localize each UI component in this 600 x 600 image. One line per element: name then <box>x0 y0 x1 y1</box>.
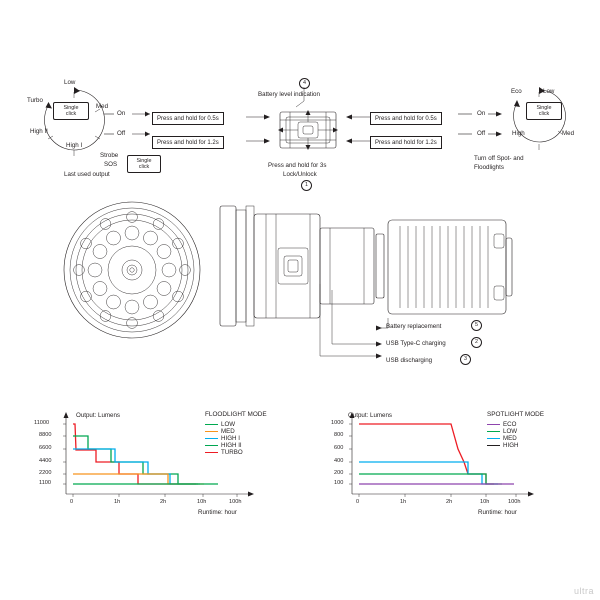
floodlight-ytick-4400: 4400 <box>39 458 52 464</box>
action-left-hold-0-5s: Press and hold for 0.5s <box>152 112 224 125</box>
left-strobe-click-line1: Single <box>136 158 152 164</box>
floodlight-ytick-6600: 6600 <box>39 445 52 451</box>
floodlight-ytick-11000: 11000 <box>34 420 50 426</box>
left-strobe-single-click-button[interactable] <box>127 155 161 173</box>
legend-label-high1: HIGH I <box>221 435 240 442</box>
left-on-off-connector <box>104 104 152 144</box>
left-strobe-click-line2: click <box>138 164 150 171</box>
spotlight-legend-title: SPOTLIGHT MODE <box>487 411 545 418</box>
legend-item-spot-low <box>487 428 544 435</box>
legend-label-high2: HIGH II <box>221 442 242 449</box>
left-sos-label: SOS <box>104 161 118 168</box>
right-wheel-label-low: Low <box>543 88 555 95</box>
spotlight-chart-ylabel: Output: Lumens <box>348 412 393 419</box>
floodlight-legend-title: FLOODLIGHT MODE <box>205 411 267 418</box>
right-action-arrows <box>344 112 370 148</box>
legend-swatch-spot-high <box>487 445 500 446</box>
floodlight-ytick-2200: 2200 <box>39 470 52 476</box>
spotlight-chart-xlabel: Runtime: hour <box>478 509 517 516</box>
spotlight-xtick-1h: 1h <box>400 499 407 505</box>
spotlight-legend <box>487 411 544 449</box>
callout-battery-replacement: Battery replacement <box>386 323 442 330</box>
spotlight-xtick-10h: 10h <box>480 499 490 505</box>
floodlight-xtick-100h: 100h <box>229 499 242 505</box>
turn-off-line1: Turn off Spot- and <box>474 155 524 162</box>
legend-item-spot-high <box>487 442 544 449</box>
legend-swatch-spot-med <box>487 438 500 439</box>
left-wheel-label-low: Low <box>64 79 76 86</box>
right-wheel-label-eco: Eco <box>511 88 522 95</box>
left-action-arrows <box>246 112 272 148</box>
left-wheel-label-med: Med <box>96 103 109 110</box>
lock-unlock-callout-number: 1 <box>301 180 312 191</box>
left-single-click-line2: click <box>65 111 77 118</box>
battery-indication-callout-number: 4 <box>299 78 310 89</box>
spotlight-ytick-100: 100 <box>334 480 344 486</box>
switch-panel-illustration <box>272 108 344 152</box>
legend-swatch-high2 <box>205 445 218 446</box>
left-off-label: Off <box>117 130 126 137</box>
floodlight-chart-ylabel: Output: Lumens <box>76 412 121 419</box>
right-single-click-line1: Single <box>536 105 552 111</box>
left-wheel-label-high1: High I <box>66 142 83 149</box>
callout-usb-discharging-number: 3 <box>460 354 471 365</box>
watermark: ultra <box>573 586 594 596</box>
lock-unlock-line1: Press and hold for 3s <box>268 162 327 169</box>
left-strobe-label: Strobe <box>100 152 119 159</box>
spotlight-xtick-2h: 2h <box>446 499 453 505</box>
legend-swatch-turbo <box>205 452 218 453</box>
spotlight-ytick-1000: 1000 <box>331 420 344 426</box>
floodlight-ytick-8800: 8800 <box>39 432 52 438</box>
legend-item-high2 <box>205 442 267 449</box>
left-single-click-button[interactable] <box>53 102 89 120</box>
legend-label-eco: ECO <box>503 421 517 428</box>
legend-item-turbo <box>205 449 267 456</box>
left-wheel-label-high2: High II <box>30 128 48 135</box>
legend-label-spot-high: HIGH <box>503 442 519 449</box>
legend-item-med <box>205 428 267 435</box>
right-off-label: Off <box>477 130 486 137</box>
right-single-click-line2: click <box>538 111 550 118</box>
legend-item-eco <box>487 421 544 428</box>
spotlight-ytick-800: 800 <box>334 432 344 438</box>
legend-label-spot-med: MED <box>503 435 517 442</box>
battery-indication-leader <box>290 87 312 111</box>
callout-usb-c-charging-number: 2 <box>471 337 482 348</box>
turn-off-line2: Floodlights <box>474 164 504 171</box>
right-wheel-label-med: Med <box>562 130 575 137</box>
action-right-hold-0-5s: Press and hold for 0.5s <box>370 112 442 125</box>
legend-item-spot-med <box>487 435 544 442</box>
legend-label-low: LOW <box>221 421 236 428</box>
legend-label-spot-low: LOW <box>503 428 518 435</box>
battery-level-indication-label: Battery level indication <box>258 91 320 98</box>
spotlight-xtick-0: 0 <box>356 499 360 505</box>
right-single-click-button[interactable] <box>526 102 562 120</box>
legend-item-low <box>205 421 267 428</box>
spotlight-ytick-600: 600 <box>334 445 344 451</box>
legend-label-med: MED <box>221 428 235 435</box>
spotlight-ytick-200: 200 <box>334 470 344 476</box>
left-single-click-line1: Single <box>63 105 79 111</box>
right-wheel-label-high: High <box>512 130 525 137</box>
floodlight-xtick-0: 0 <box>70 499 74 505</box>
spotlight-ytick-400: 400 <box>334 458 344 464</box>
floodlight-legend <box>205 411 267 456</box>
left-on-label: On <box>117 110 126 117</box>
floodlight-chart-xlabel: Runtime: hour <box>198 509 237 516</box>
floodlight-xtick-10h: 10h <box>197 499 207 505</box>
legend-swatch-high1 <box>205 438 218 439</box>
legend-swatch-eco <box>487 424 500 425</box>
callout-battery-replacement-number: 5 <box>471 320 482 331</box>
floodlight-ytick-1100: 1100 <box>39 480 52 486</box>
left-wheel-label-turbo: Turbo <box>27 97 43 104</box>
action-left-hold-1-2s: Press and hold for 1.2s <box>152 136 224 149</box>
legend-swatch-spot-low <box>487 431 500 432</box>
flashlight-front-view <box>62 200 202 340</box>
spotlight-xtick-100h: 100h <box>508 499 521 505</box>
callout-usb-discharging: USB discharging <box>386 357 433 364</box>
legend-label-turbo: TURBO <box>221 449 243 456</box>
legend-swatch-med <box>205 431 218 432</box>
action-right-hold-1-2s: Press and hold for 1.2s <box>370 136 442 149</box>
right-on-label: On <box>477 110 486 117</box>
legend-item-high1 <box>205 435 267 442</box>
left-last-used-output: Last used output <box>64 171 110 178</box>
callout-usb-c-charging: USB Type-C charging <box>386 340 446 347</box>
floodlight-xtick-1h: 1h <box>114 499 121 505</box>
right-on-off-connector <box>458 104 502 144</box>
lock-unlock-line2: Lock/Unlock <box>283 171 317 178</box>
floodlight-xtick-2h: 2h <box>160 499 167 505</box>
legend-swatch-low <box>205 424 218 425</box>
